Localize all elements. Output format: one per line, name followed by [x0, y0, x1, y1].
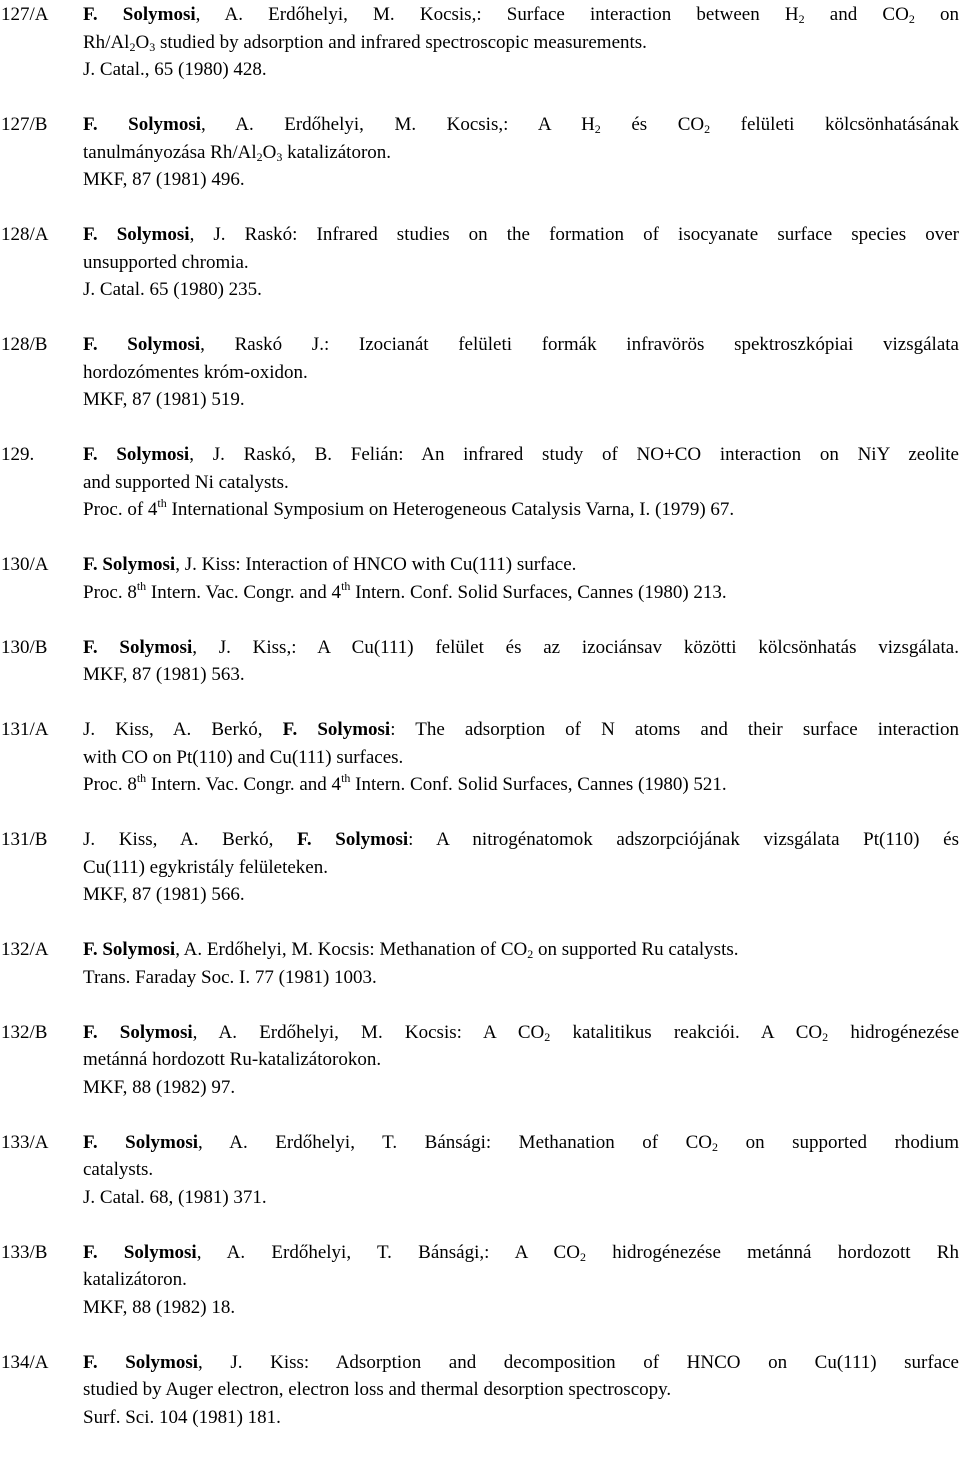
citation-line: katalizátoron. — [83, 1269, 187, 1290]
entry-citation — [83, 551, 959, 606]
entry-number: 130/A — [1, 554, 49, 575]
entry-number: 132/B — [1, 1021, 48, 1043]
publication-list — [0, 1, 960, 1459]
entry-citation — [83, 936, 959, 991]
citation-line: hordozómentes króm-oxidon. — [83, 361, 308, 383]
citation-line: F. Solymosi, J. Kiss,: A Cu(111) felület és az izociánsav közötti kölcsönhatás vizsgálata. — [83, 636, 959, 658]
citation-line: F. Solymosi, J. Kiss: Adsorption and decomposition of HNCO on Cu(111) surface — [83, 1351, 959, 1373]
entry-citation — [83, 111, 959, 194]
entry-citation — [83, 1019, 959, 1102]
citation-line: F. Solymosi, J. Raskó, B. Felián: An infrared study of NO+CO interaction on NiY zeolite — [83, 444, 959, 465]
publication-entry — [0, 936, 960, 991]
citation-line: F. Solymosi, A. Erdőhelyi, T. Bánsági: Methanation of $CO_2$ on supported rhodium — [83, 1131, 959, 1154]
publication-entry — [0, 221, 960, 304]
publication-entry — [0, 331, 960, 414]
entry-number: 131/A — [1, 719, 49, 740]
citation-line: J. Catal., 65 (1980) 428. — [83, 59, 267, 80]
entry-number: 130/B — [1, 636, 48, 658]
entry-number: 132/A — [1, 939, 49, 960]
entry-number: 133/A — [1, 1131, 49, 1153]
citation-line: Proc. 8th Intern. Vac. Congr. and 4th Intern. Conf. Solid Surfaces, Cannes (1980) 213. — [83, 578, 727, 603]
publication-entry — [0, 1, 960, 84]
entry-citation — [83, 634, 959, 689]
publication-entry — [0, 1129, 960, 1212]
publication-entry — [0, 716, 960, 799]
citation-line: MKF, 87 (1981) 566. — [83, 884, 245, 905]
citation-line: unsupported chromia. — [83, 251, 249, 273]
citation-line: catalysts. — [83, 1159, 154, 1180]
entry-citation — [83, 441, 959, 524]
entry-number: 128/B — [1, 334, 48, 355]
citation-line: J. Kiss, A. Berkó, F. Solymosi: The adsorption of N atoms and their surface interaction — [83, 719, 959, 740]
citation-line: Surf. Sci. 104 (1981) 181. — [83, 1406, 281, 1428]
publication-entry — [0, 111, 960, 194]
citation-line: MKF, 88 (1982) 18. — [83, 1296, 236, 1318]
entry-citation — [83, 1129, 959, 1212]
citation-line: metánná hordozott Ru-katalizátorokon. — [83, 1049, 382, 1070]
citation-line: MKF, 88 (1982) 97. — [83, 1076, 236, 1098]
entry-number: 129. — [1, 444, 35, 465]
citation-line: Trans. Faraday Soc. I. 77 (1981) 1003. — [83, 966, 377, 988]
citation-line: studied by Auger electron, electron loss and thermal desorption spectroscopy. — [83, 1379, 672, 1400]
citation-line: F. Solymosi, J. Kiss: Interaction of HNCO with Cu(111) surface. — [83, 554, 577, 575]
citation-line: MKF, 87 (1981) 563. — [83, 664, 245, 685]
citation-line: $Rh/Al_2O_3$ studied by adsorption and infrared spectroscopic measurements. — [83, 31, 647, 54]
entry-number: 127/B — [1, 114, 48, 135]
publication-entry — [0, 826, 960, 909]
publication-entry — [0, 1349, 960, 1432]
citation-line: with CO on Pt(110) and Cu(111) surfaces. — [83, 746, 404, 768]
citation-line: F. Solymosi, A. Erdőhelyi, M. Kocsis,: Surface interaction between $H_2$ and $CO_2$ on — [83, 4, 960, 26]
citation-line: J. Catal. 68, (1981) 371. — [83, 1186, 267, 1208]
citation-line: F. Solymosi, Raskó J.: Izocianát felületi formák infravörös spektroszkópiai vizsgálata — [83, 334, 959, 355]
citation-line: J. Kiss, A. Berkó, F. Solymosi: A nitrogénatomok adszorpciójának vizsgálata Pt(110) és — [83, 829, 959, 850]
citation-line: Proc. of 4th International Symposium on Heterogeneous Catalysis Varna, I. (1979) 67. — [83, 496, 735, 520]
publication-entry — [0, 551, 960, 606]
citation-line: and supported Ni catalysts. — [83, 471, 289, 493]
citation-line: tanulmányozása $Rh/Al_2O_3$ katalizátoron. — [83, 141, 392, 164]
entry-citation — [83, 1, 959, 84]
citation-line: F. Solymosi, A. Erdőhelyi, M. Kocsis: A $CO_2$ katalitikus reakciói. A $CO_2$ hidrogénezése — [83, 1021, 960, 1044]
entry-citation — [83, 221, 959, 304]
entry-number: 127/A — [1, 4, 49, 25]
entry-number: 134/A — [1, 1351, 49, 1373]
publication-entry — [0, 441, 960, 524]
citation-line: MKF, 87 (1981) 519. — [83, 389, 245, 410]
citation-line: F. Solymosi, A. Erdőhelyi, M. Kocsis: Methanation of $CO_2$ on supported Ru catalysts. — [83, 939, 739, 961]
citation-line: F. Solymosi, J. Raskó: Infrared studies on the formation of isocyanate surface species over — [83, 224, 959, 245]
citation-line: MKF, 87 (1981) 496. — [83, 169, 245, 190]
entry-citation — [83, 716, 959, 799]
entry-citation — [83, 1239, 959, 1322]
entry-citation — [83, 331, 959, 414]
entry-number: 131/B — [1, 829, 48, 850]
citation-line: F. Solymosi, A. Erdőhelyi, T. Bánsági,: A $CO_2$ hidrogénezése metánná hordozott Rh — [83, 1241, 959, 1264]
entry-number: 133/B — [1, 1241, 48, 1263]
citation-line: Cu(111) egykristály felületeken. — [83, 856, 328, 878]
citation-line: F. Solymosi, A. Erdőhelyi, M. Kocsis,: A $H_2$ és $CO_2$ felületi kölcsönhatásának — [83, 114, 959, 136]
publication-entry — [0, 634, 960, 689]
citation-line: Proc. 8th Intern. Vac. Congr. and 4th Intern. Conf. Solid Surfaces, Cannes (1980) 521. — [83, 771, 727, 795]
citation-line: J. Catal. 65 (1980) 235. — [83, 279, 262, 300]
publication-entry — [0, 1239, 960, 1322]
entry-number: 128/A — [1, 224, 49, 245]
publication-entry — [0, 1019, 960, 1102]
entry-citation — [83, 1349, 959, 1432]
entry-citation — [83, 826, 959, 909]
